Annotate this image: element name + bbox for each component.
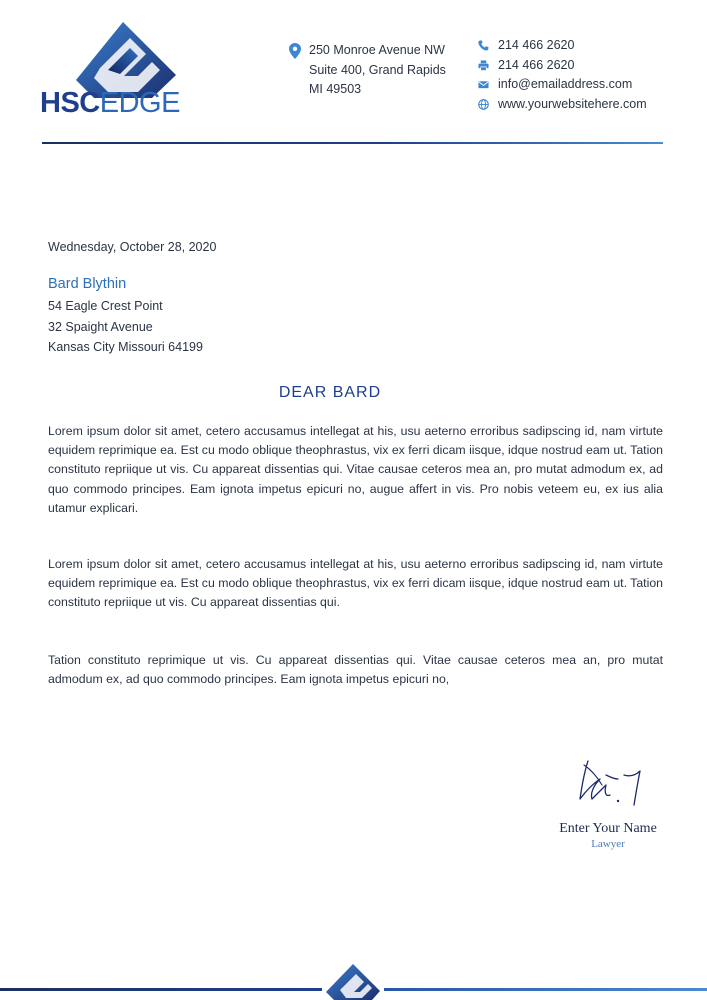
body-paragraph-2: Lorem ipsum dolor sit amet, cetero accusamus intellegat at his, usu aeterno erroribus sadipscing id, nam virtute equidem reprimique ea. Est cu modo oblique theophrastus, vix ex ferri dicam iisque, idque nostrud eam ut. Tation constituto repriique ut vis. Cu appareat dissentias qui. — [48, 557, 663, 610]
printer-icon — [478, 60, 489, 71]
fax-number[interactable]: 214 466 2620 — [498, 57, 575, 72]
header-divider — [42, 142, 663, 144]
contact-website — [478, 95, 647, 115]
footer-divider-left — [0, 988, 322, 991]
recipient-address — [48, 296, 203, 358]
letter-date: Wednesday, October 28, 2020 — [48, 240, 217, 254]
recipient-address-line-3: Kansas City Missouri 64199 — [48, 340, 203, 354]
signatory-title: Lawyer — [591, 838, 625, 850]
globe-icon — [478, 99, 489, 110]
address-line-2: Suite 400, Grand Rapids — [309, 62, 446, 77]
contact-email — [478, 75, 647, 95]
contact-fax — [478, 56, 647, 76]
recipient-address-line-2: 32 Spaight Avenue — [48, 319, 153, 334]
body-paragraph-3: Tation constituto reprimique ut vis. Cu appareat dissentias qui. Vitae causae ceteros mea an, pro mutat admodum ex, ad quo commodo principes. Eam ignota impetus epicuri no, — [48, 653, 663, 687]
address-line-3: MI 49503 — [309, 82, 362, 96]
phone-icon — [478, 40, 489, 51]
handwritten-signature — [576, 755, 646, 811]
recipient-name: Bard Blythin — [48, 276, 127, 292]
contact-phone — [478, 36, 647, 56]
sender-address — [289, 41, 446, 100]
email-address[interactable]: info@emailaddress.com — [498, 77, 633, 91]
sender-contacts — [478, 36, 647, 114]
location-pin-icon — [289, 43, 301, 59]
signatory-name: Enter Your Name — [559, 821, 657, 836]
website-url[interactable]: www.yourwebsitehere.com — [498, 96, 647, 111]
mail-icon — [478, 79, 489, 90]
salutation: DEAR BARD — [278, 384, 382, 401]
phone-number[interactable]: 214 466 2620 — [498, 38, 575, 52]
body-paragraph-1: Lorem ipsum dolor sit amet, cetero accusamus intellegat at his, usu aeterno erroribus sadipscing id, nam virtute equidem reprimique ea. Est cu modo oblique theophrastus, vix ex ferri dicam iisque, idque nostrud eam ut. Tation constituto repriique ut vis. Cu appareat dissentias qui. Vitae causae ceteros mea an, pro mutat admodum ex, ad quo commodo principes. Eam ignota impetus epicuri no, augue affert in vis. Pro nobis veteem eu, ex ius alia utamur explicari. — [48, 424, 663, 515]
company-logo-wordmark: HSCEDGE — [40, 87, 180, 119]
address-line-1: 250 Monroe Avenue NW — [309, 43, 445, 57]
footer-logo-mark — [322, 962, 384, 1000]
recipient-address-line-1: 54 Eagle Crest Point — [48, 299, 163, 313]
footer-divider-right — [384, 988, 707, 991]
